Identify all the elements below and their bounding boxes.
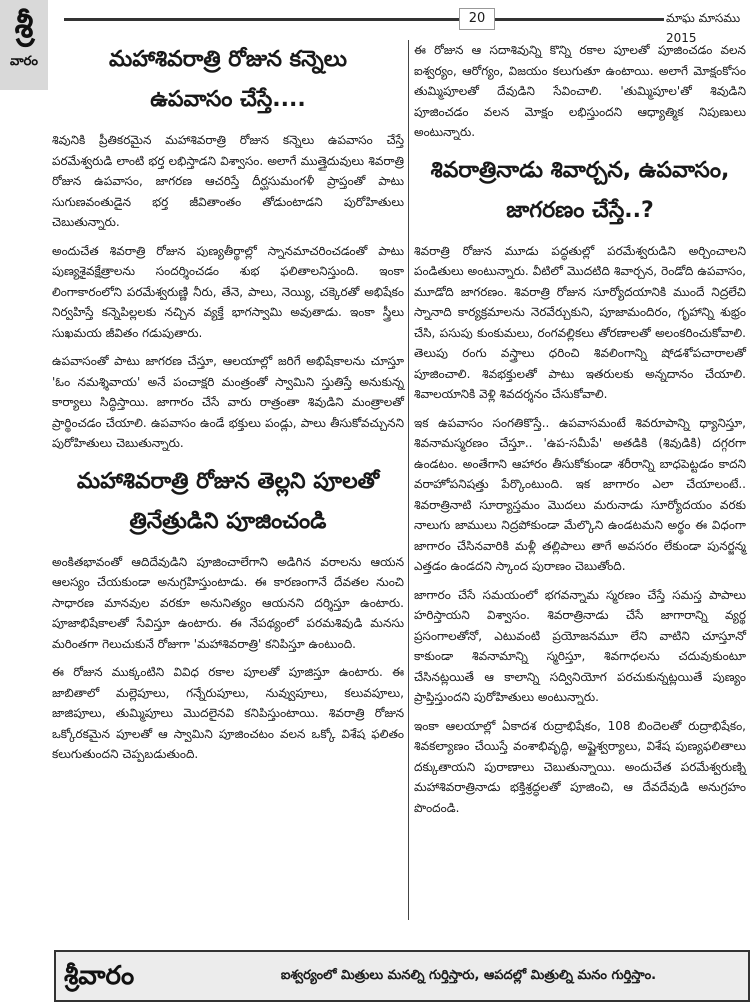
left-column [52,40,404,773]
footer-tagline: ఐశ్వర్యంలో మిత్రులు మనల్ని గుర్తిస్తారు, ఆపదల్లో మిత్రుల్ని మనం గుర్తిస్తాం. [280,968,657,983]
header-rule [64,18,664,21]
logo-word: వారం [10,54,38,69]
right-paragraph-4: జాగారం చేసే సమయంలో భగవన్నామ స్మరణం చేస్తే సమస్త పాపాలు హరిస్తాయని విశ్వాసం. శివరాత్రినాడు చేసే జాగారాన్ని వ్యర్థ ప్రసంగాలతోనో, ఎటువంటి ప్రయోజనమూ లేని వాటిని చూస్తూనో కాకుండా శివనామాన్ని స్మరిస్తూ, శివగాధలను చదువుకుంటూ చేసినట్లయితే ఆ కాలాన్ని సద్వినియోగ పరచుకున్నట్లయితే పుణ్యం ప్రాప్తిస్తుందని పురోహితులు అంటున్నారు. [414,587,746,704]
right-headline-line-1: శివరాత్రినాడు శివార్చన, ఉపవాసం, [430,157,730,183]
column-divider [408,40,409,920]
right-headline-line-2: జాగరణం చేస్తే..? [506,197,654,223]
headline-2-line-1: మహాశివరాత్రి రోజున తెల్లని పూలతో [76,468,380,494]
issue-label: మాఘ మాసము 2015 [666,11,741,45]
left-paragraph-3: ఉపవాసంతో పాటు జాగరణ చేస్తూ, ఆలయాల్లో జరిగే అభిషేకాలను చూస్తూ 'ఓం నమశ్శివాయ' అనే పంచాక్షరి మంత్రంతో స్వామిని స్తుతిస్తే అనుకున్న కార్యాలు సిద్ధిస్తాయి. జాగారం చేసే వారు రాత్రంతా శివుడిని మంత్రాలతో ప్రార్థించడం చేయాలి. ఉపవాసం ఉండే భక్తులు పండ్లు, పాలు తీసుకోవచ్చునని పురోహితులు చెబుతున్నారు. [52,354,404,450]
right-paragraph-3: ఇక ఉపవాసం సంగతికొస్తే.. ఉపవాసమంటే శివరూపాన్ని ధ్యానిస్తూ, శివనామస్మరణం చేస్తూ.. 'ఉప-సమీపే' అతడికి (శివుడికి) దగ్గరగా ఉండటం. అంతేగాని ఆహారం తీసుకోకుండా శరీరాన్ని బాధపెట్టడం కాదని వరాహోపనిషత్తు పేర్కొంటుంది. ఇక జాగారం ఎలా చేయాలంటే.. శివరాత్రినాటి సూర్యాస్తమం మొదలు మరునాడు సూర్యోదయం వరకు నాలుగు జాములు నిద్రపోకుండా మేల్కొని ఉండటమని అర్థం ఈ విధంగా జాగారం చేసినవారికి మళ్లీ తల్లిపాలు తాగే అవసరం లేకుండా పునర్జన్మ ఎత్తడం ఉండదని స్కాంద పురాణం చెబుతోంది. [414,415,746,573]
right-paragraph-1: ఈ రోజున ఆ సదాశివున్ని కొన్ని రకాల పూలతో పూజించడం వలన ఐశ్వర్యం, ఆరోగ్యం, విజయం కలుగుతూ ఉంటాయి. అలాగే మోక్షంకోసం తుమ్మిపూలతో దేవుడిని సేవించాలి. 'తుమ్మిపూల'తో శివుడిని పూజించడం వలన మోక్షం లభిస్తుందని ఆధ్యాత్మిక నిపుణులు అంటున్నారు. [414,43,746,139]
headline-2-line-2: త్రినేత్రుడిని పూజించండి [129,508,327,534]
left-paragraph-5: ఈ రోజున ముక్కంటిని వివిధ రకాల పూలతో పూజిస్తూ ఉంటారు. ఈ జాబితాలో మల్లెపూలు, గన్నేరుపూలు, నువ్వుపూలు, కలువపూలు, జాజిపూలు, తుమ్మిపూలు మొదలైనవి కనిపిస్తుంటాయి. శివరాత్రి రోజున ఒక్కోరకమైన పూలతో ఆ స్వామిని పూజించటం వలన ఒక్కో విశేష ఫలితం కలుగుతుందని చెప్పబడుతుంది. [52,665,404,761]
headline-1-line-1: మహాశివరాత్రి రోజున కన్నెలు [109,47,347,72]
footer-banner [54,950,750,1002]
page-header [64,8,744,45]
left-paragraph-4: అంకితభావంతో ఆదిదేవుడిని పూజించాలేగాని అడిగిన వరాలను ఆయన ఆలస్యం చేయకుండా అనుగ్రహిస్తుంటాడు. ఈ కారణంగానే దేవతల నుంచి సాధారణ మానవుల వరకూ అనునిత్యం ఆయనని దర్శిస్తూ ఉంటారు. పూజాభిషేకాలతో సేవిస్తూ ఉంటారు. ఈ నేపథ్యంలో పరమశివుడి మనసు మరింతగా గెలుచుకునే రోజుగా 'మహాశివరాత్రి' కనిపిస్తూ ఉంటుంది. [52,554,404,651]
logo-glyph: శ్రీ [14,6,34,46]
right-paragraph-2: శివరాత్రి రోజున మూడు పద్ధతుల్లో పరమేశ్వరుడిని అర్చించాలని పండితులు అంటున్నారు. వీటిలో మొదటిది శివార్చన, రెండోది ఉపవాసం, మూడోది జాగరణం. శివరాత్రి రోజున సూర్యోదయానికి ముందే నిద్రలేచి స్నానాది కార్యక్రమాలను నెరవేర్చుకుని, పూజామందిరం, గృహాన్ని శుభ్రం చేసి, పసుపు కుంకుమలు, రంగవల్లికలు తోరణాలతో అలంకరించుకోవాలి. తెలుపు రంగు వస్త్రాలు ధరించి శివలింగాన్ని షోడశోపచారాలతో పూజించాలి. శివభక్తులతో పాటు ఇతరులకు అన్నదానం చేయాలి. శివాలయానికి వెళ్లి శివదర్శనం చేసుకోవాలి. [414,243,746,401]
left-paragraph-1: శివునికి ప్రీతికరమైన మహాశివరాత్రి రోజున కన్నెలు ఉపవాసం చేస్తే పరమేశ్వరుడి లాంటి భర్త లభిస్తాడని విశ్వాసం. అలాగే ముత్తైదువులు శివరాత్రి రోజున ఉపవాసం, జాగరణ ఆచరిస్తే దీర్ఘసుమంగళీ ప్రాప్తంతో పాటు సుగుణవంతుడైన భర్త జీవితాంతం తోడుంటాడని పురోహితులు చెబుతున్నారు. [52,133,404,229]
left-paragraph-2: అందుచేత శివరాత్రి రోజున పుణ్యతీర్థాల్లో స్నానమాచరించడంతో పాటు పుణ్యశైవక్షేత్రాలను సందర్శించడం శుభ ఫలితాలనిస్తుంది. ఇంకా లింగాకారంలోని పరమేశ్వరుణ్ణి నీరు, తేనె, పాలు, నెయ్యి, చక్కెరతో అభిషేకం నిర్వహిస్తే కన్నెపిల్లలకు నచ్చిన వ్యక్తే భాగస్వామి అవుతాడు. ఇంకా స్త్రీలు సుఖమయ జీవితం గడుపుతారు. [52,243,404,340]
headline-1-line-2: ఉపవాసం చేస్తే.... [150,87,306,112]
page-number: 20 [459,8,495,30]
right-paragraph-5: ఇంకా ఆలయాల్లో ఏకాదశ రుద్రాభిషేకం, 108 బిందెలతో రుద్రాభిషేకం, శివకల్యాణం చేయిస్తే వంశాభివృద్ధి, అష్టైశ్వర్యాలు, విశేష పుణ్యఫలితాలు దక్కుతాయని పురాణాలు చెబుతున్నాయి. అందుచేత పరమేశ్వరుణ్ని మహాశివరాత్రినాడు భక్తిశ్రద్ధలతో పూజించి, ఆ దేవదేవుడి అనుగ్రహం పొందండి. [414,718,746,815]
footer-logo: శ్రీవారం [64,961,135,991]
magazine-logo [0,0,48,90]
right-column [414,40,746,826]
